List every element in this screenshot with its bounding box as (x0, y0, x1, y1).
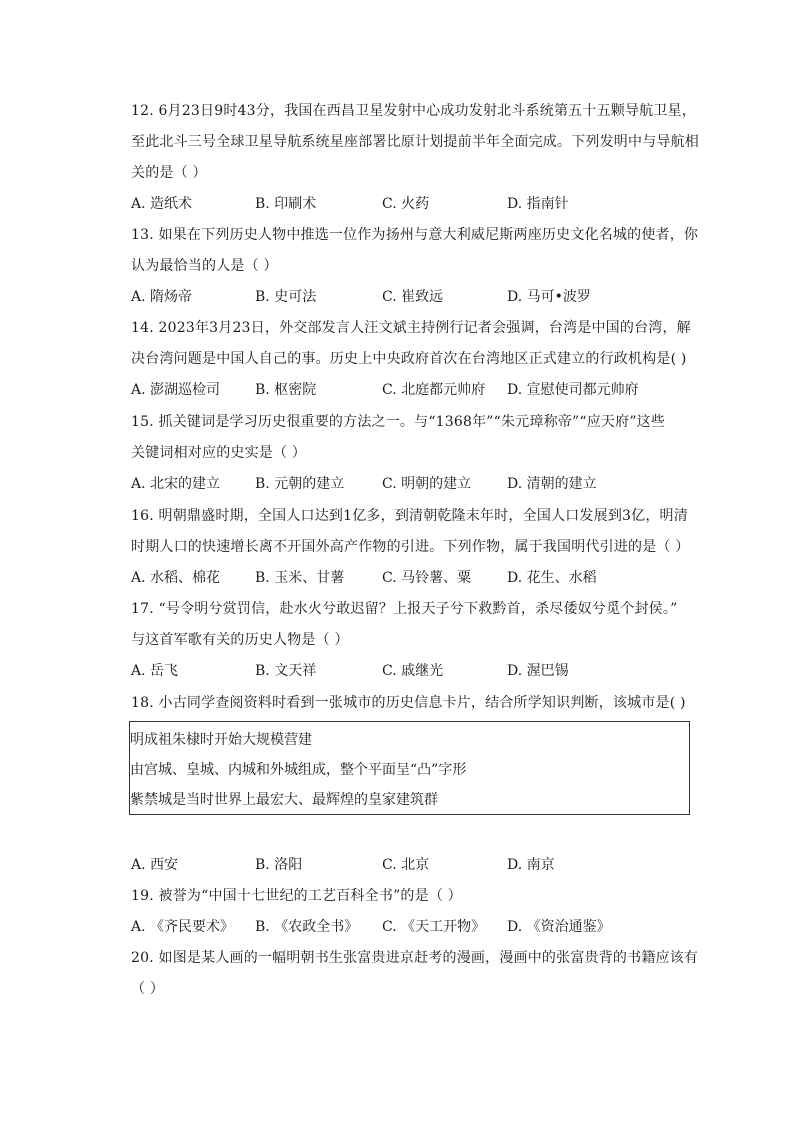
option-a: A. 造纸术 (131, 196, 193, 212)
option-a: A. 北宋的建立 (131, 476, 221, 492)
option-d: D. 指南针 (507, 196, 569, 212)
question-19-options (131, 917, 731, 937)
option-b: B. 洛阳 (255, 857, 303, 873)
option-a: A. 水稻、棉花 (131, 570, 221, 586)
option-a: A. 隋炀帝 (131, 289, 193, 305)
city-info-card (129, 721, 690, 815)
question-15-options (131, 474, 731, 494)
question-12-line-2: 至此北斗三号全球卫星导航系统星座部署比原计划提前半年全面完成。下列发明中与导航相 (131, 134, 699, 150)
card-line-1: 明成祖朱棣时开始大规模营建 (130, 732, 312, 748)
question-20-line-1: 20. 如图是某人画的一幅明朝书生张富贵进京赶考的漫画，漫画中的张富贵背的书籍应该有 (131, 950, 699, 966)
option-c: C. 马铃薯、粟 (382, 570, 472, 586)
question-15-line-2: 关键词相对应的史实是（ ） (131, 445, 307, 461)
question-14-line-1: 14. 2023年3月23日，外交部发言人汪文斌主持例行记者会强调，台湾是中国的台湾，解 (131, 320, 691, 336)
question-14-options (131, 380, 731, 400)
option-a: A. 西安 (131, 857, 179, 873)
option-c: C. 《天工开物》 (382, 919, 486, 935)
question-17-line-1: 17. “号令明兮赏罚信，赴水火兮敢迟留？上报天子兮下救黔首，杀尽倭奴兮觅个封侯。” (131, 601, 678, 617)
option-a: A. 《齐民要术》 (131, 919, 235, 935)
option-c: C. 明朝的建立 (382, 476, 472, 492)
option-b: B. 史可法 (255, 289, 317, 305)
question-18-line-1: 18. 小古同学查阅资料时看到一张城市的历史信息卡片，结合所学知识判断，该城市是( ) (131, 695, 686, 711)
option-d: D. 花生、水稻 (507, 570, 597, 586)
option-a: A. 澎湖巡检司 (131, 382, 221, 398)
option-b: B. 文天祥 (255, 663, 317, 679)
option-d: D. 清朝的建立 (507, 476, 597, 492)
question-17-line-2: 与这首军歌有关的历史人物是（ ） (131, 632, 349, 648)
card-line-3: 紫禁城是当时世界上最宏大、最辉煌的皇家建筑群 (130, 792, 438, 808)
option-c: C. 北庭都元帅府 (382, 382, 486, 398)
card-line-2: 由宫城、皇城、内城和外城组成，整个平面呈“凸”字形 (130, 762, 467, 778)
option-d: D. 宣慰使司都元帅府 (507, 382, 639, 398)
option-d: D. 《资治通鉴》 (507, 919, 611, 935)
question-12-options (131, 194, 731, 214)
option-b: B. 印刷术 (255, 196, 317, 212)
question-13-options (131, 287, 731, 307)
option-c: C. 火药 (382, 196, 430, 212)
option-c: C. 北京 (382, 857, 430, 873)
question-13-line-1: 13. 如果在下列历史人物中推选一位作为扬州与意大利威尼斯两座历史文化名城的使者，你 (131, 227, 699, 243)
question-13-line-2: 认为最恰当的人是（ ） (131, 258, 278, 274)
question-17-options (131, 661, 731, 681)
question-14-line-2: 决台湾问题是中国人自己的事。历史上中央政府首次在台湾地区正式建立的行政机构是( ) (131, 351, 687, 367)
option-b: B. 元朝的建立 (255, 476, 345, 492)
question-19-line-1: 19. 被誉为“中国十七世纪的工艺百科全书”的是（ ） (131, 888, 462, 904)
option-d: D. 渥巴锡 (507, 663, 569, 679)
option-c: C. 戚继光 (382, 663, 444, 679)
option-a: A. 岳飞 (131, 663, 179, 679)
question-16-options (131, 568, 731, 588)
question-15-line-1: 15. 抓关键词是学习历史很重要的方法之一。与“1368年”“朱元璋称帝”“应天府”这些 (131, 414, 666, 430)
option-d: D. 南京 (507, 857, 555, 873)
option-b: B. 枢密院 (255, 382, 317, 398)
question-18-options (131, 855, 731, 875)
question-16-line-1: 16. 明朝鼎盛时期，全国人口达到1亿多，到清朝乾隆末年时，全国人口发展到3亿，明清 (131, 508, 688, 524)
question-12-line-1: 12. 6月23日9时43分，我国在西昌卫星发射中心成功发射北斗系统第五十五颗导航卫星， (131, 103, 696, 119)
option-b: B. 玉米、甘薯 (255, 570, 345, 586)
option-c: C. 崔致远 (382, 289, 444, 305)
question-20-line-2: （ ） (131, 981, 165, 997)
option-d: D. 马可•波罗 (507, 289, 591, 305)
question-12-line-3: 关的是（ ） (131, 165, 207, 181)
question-16-line-2: 时期人口的快速增长离不开国外高产作物的引进。下列作物，属于我国明代引进的是（ ） (131, 539, 690, 555)
option-b: B. 《农政全书》 (255, 919, 359, 935)
